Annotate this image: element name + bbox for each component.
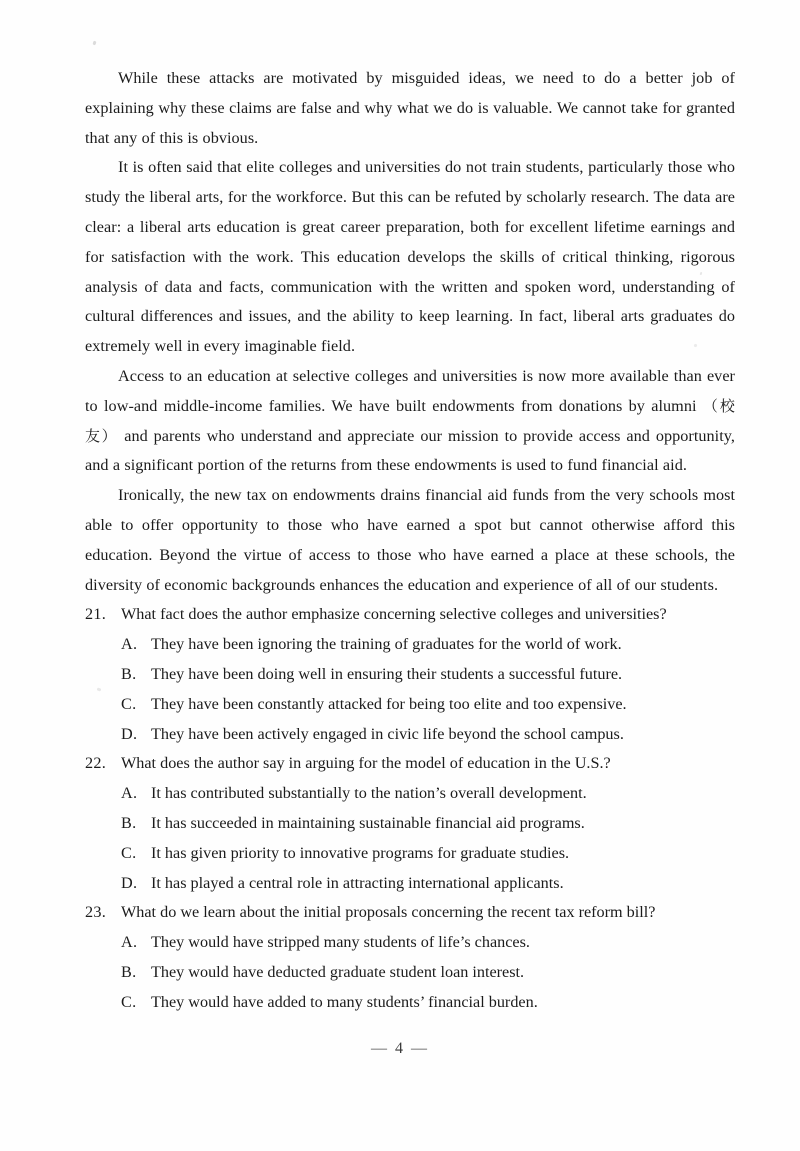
option-letter: B.: [121, 664, 137, 683]
option-text: They would have deducted graduate student loan interest.: [151, 962, 525, 981]
page-footer: [0, 1040, 800, 1058]
question-number: 22.: [85, 754, 107, 773]
question-stem: [85, 898, 735, 928]
gloss-term-chinese: 校友: [85, 396, 735, 445]
option-letter: A.: [121, 933, 138, 952]
gloss-close-paren: ）: [101, 426, 119, 445]
option-letter: B.: [121, 962, 137, 981]
option-text: It has contributed substantially to the nation’s overall development.: [151, 784, 587, 803]
option-text: They have been doing well in ensuring their students a successful future.: [151, 664, 623, 683]
option-d[interactable]: [85, 869, 735, 899]
option-d[interactable]: [85, 720, 735, 750]
option-letter: A.: [121, 635, 138, 654]
option-letter: D.: [121, 724, 138, 743]
question-stem: [85, 600, 735, 630]
option-c[interactable]: [85, 988, 735, 1018]
question-block: [85, 898, 735, 1017]
option-text: They have been constantly attacked for being too elite and too expensive.: [151, 694, 627, 713]
question-text: What do we learn about the initial proposals concerning the recent tax reform bill?: [121, 903, 656, 922]
option-text: They have been ignoring the training of graduates for the world of work.: [151, 635, 622, 654]
option-text: They would have stripped many students of life’s chances.: [151, 933, 530, 952]
option-letter: C.: [121, 694, 137, 713]
option-letter: D.: [121, 873, 138, 892]
question-block: [85, 749, 735, 898]
option-text: They have been actively engaged in civic life beyond the school campus.: [151, 724, 624, 743]
passage-paragraph: It is often said that elite colleges and universities do not train students, particularly those who study the liberal arts, for the workforce. But this can be refuted by scholarly research. The data are clear: a liberal arts education is great career preparation, both for excellent lifetime earnings and for satisfaction with the work. This education develops the skills of critical thinking, rigorous analysis of data and facts, communication with the written and spoken word, understanding of cultural differences and issues, and the ability to keep learning. In fact, liberal arts graduates do extremely well in every imaginable field.: [85, 158, 735, 356]
paragraph-text-after-gloss: and parents who understand and appreciate our mission to provide access and opportunity, and a significant portion of the returns from these endowments is used to fund financial aid.: [85, 426, 735, 475]
option-b[interactable]: [85, 809, 735, 839]
passage-paragraph: While these attacks are motivated by misguided ideas, we need to do a better job of explaining why these claims are false and why what we do is valuable. We cannot take for granted that any of this is obvious.: [85, 69, 735, 147]
question-text: What does the author say in arguing for the model of education in the U.S.?: [121, 754, 611, 773]
passage-paragraph: Ironically, the new tax on endowments drains financial aid funds from the very schools most able to offer opportunity to those who have earned a spot but cannot otherwise afford this education. Beyond the virtue of access to those who have earned a place at these schools, the diversity of economic backgrounds enhances the education and experience of all of our students.: [85, 486, 735, 594]
scan-artifact-speck: [92, 41, 96, 46]
footer-dash-left: —: [371, 1040, 389, 1057]
option-letter: B.: [121, 813, 137, 832]
question-text: What fact does the author emphasize concerning selective colleges and universities?: [121, 605, 667, 624]
option-text: It has played a central role in attracting international applicants.: [151, 873, 564, 892]
option-letter: C.: [121, 992, 137, 1011]
passage-paragraph-with-gloss: [85, 362, 735, 481]
question-options: [85, 630, 735, 749]
option-b[interactable]: [85, 660, 735, 690]
option-c[interactable]: [85, 690, 735, 720]
gloss-open-paren: （: [702, 396, 720, 415]
question-stem: [85, 749, 735, 779]
option-a[interactable]: [85, 630, 735, 660]
question-number: 23.: [85, 903, 107, 922]
option-text: It has given priority to innovative programs for graduate studies.: [151, 843, 570, 862]
option-letter: A.: [121, 784, 138, 803]
page-content: [85, 64, 735, 1018]
question-number: 21.: [85, 605, 107, 624]
page-number: 4: [395, 1040, 405, 1057]
question-options: [85, 779, 735, 898]
option-b[interactable]: [85, 958, 735, 988]
option-c[interactable]: [85, 839, 735, 869]
paragraph-text-before-gloss: Access to an education at selective colleges and universities is now more available than ever to low-and middle-income families. We have built endowments from donations by alumni: [85, 366, 735, 415]
option-a[interactable]: [85, 928, 735, 958]
option-a[interactable]: [85, 779, 735, 809]
option-text: It has succeeded in maintaining sustainable financial aid programs.: [151, 813, 585, 832]
footer-dash-right: —: [411, 1040, 429, 1057]
question-block: [85, 600, 735, 749]
question-options: [85, 928, 735, 1017]
option-text: They would have added to many students’ financial burden.: [151, 992, 538, 1011]
option-letter: C.: [121, 843, 137, 862]
